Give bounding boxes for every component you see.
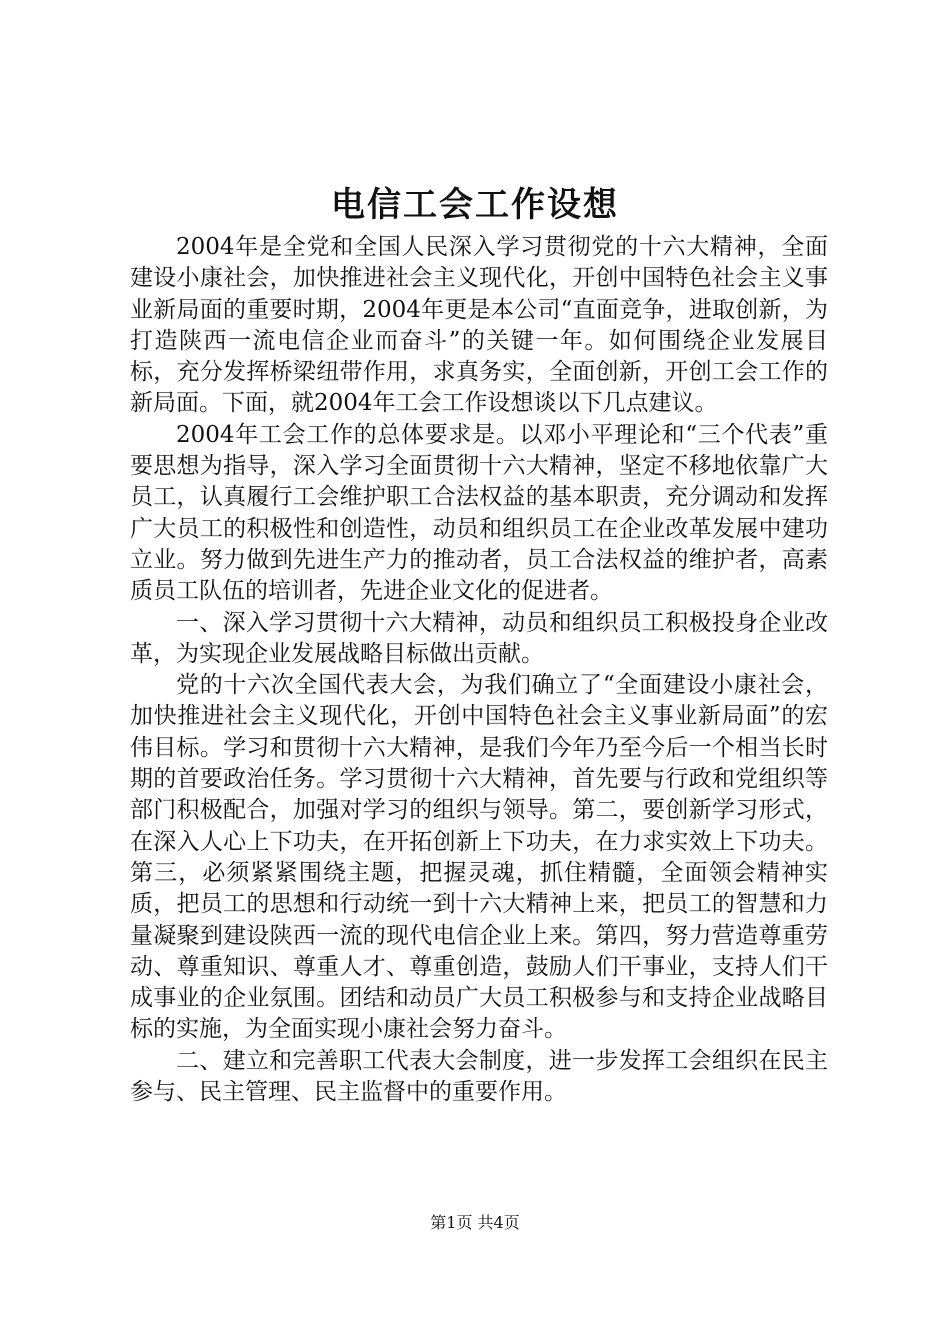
paragraph-intro: 2004年是全党和全国人民深入学习贯彻党的十六大精神，全面建设小康社会，加快推进社会主义现代化，开创中国特色社会主义事业新局面的重要时期，2004年更是本公司“直面竞争，进取创新，为打造陕西一流电信企业而奋斗”的关键一年。如何围绕企业发展目标，充分发挥桥梁纽带作用，求真务实，全面创新，开创工会工作的新局面。下面，就2004年工会工作设想谈以下几点建议。 bbox=[130, 234, 828, 417]
paragraph-section-1: 党的十六次全国代表大会，为我们确立了“全面建设小康社会，加快推进社会主义现代化，开创中国特色社会主义事业新局面”的宏伟目标。学习和贯彻十六大精神，是我们今年乃至今后一个相当长时期的首要政治任务。学习贯彻十六大精神，首先要与行政和党组织等部门积极配合，加强对学习的组织与领导。第二，要创新学习形式，在深入人心上下功夫，在开拓创新上下功夫，在力求实效上下功夫。第三，必须紧紧围绕主题，把握灵魂，抓住精髓，全面领会精神实质，把员工的思想和行动统一到十六大精神上来，把员工的智慧和力量凝聚到建设陕西一流的现代电信企业上来。第四，努力营造尊重劳动、尊重知识、尊重人才、尊重创造，鼓励人们干事业，支持人们干成事业的企业氛围。团结和动员广大员工积极参与和支持企业战略目标的实施，为全面实现小康社会努力奋斗。 bbox=[130, 672, 828, 1043]
section-heading-1: 一、深入学习贯彻十六大精神，动员和组织员工积极投身企业改革，为实现企业发展战略目标做出贡献。 bbox=[130, 609, 828, 667]
page-footer: 第1页 共4页 bbox=[430, 1213, 520, 1232]
section-heading-2: 二、建立和完善职工代表大会制度，进一步发挥工会组织在民主参与、民主管理、民主监督中的重要作用。 bbox=[130, 1047, 828, 1106]
document-body bbox=[130, 232, 828, 1108]
document-title: 电信工会工作设想 bbox=[331, 185, 619, 225]
paragraph-general-requirements: 2004年工会工作的总体要求是。以邓小平理论和“三个代表”重要思想为指导，深入学习全面贯彻十六大精神，坚定不移地依靠广大员工，认真履行工会维护职工合法权益的基本职责，充分调动和发挥广大员工的积极性和创造性，动员和组织员工在企业改革发展中建功立业。努力做到先进生产力的推动者，员工合法权益的维护者，高素质员工队伍的培训者，先进企业文化的促进者。 bbox=[130, 421, 828, 605]
